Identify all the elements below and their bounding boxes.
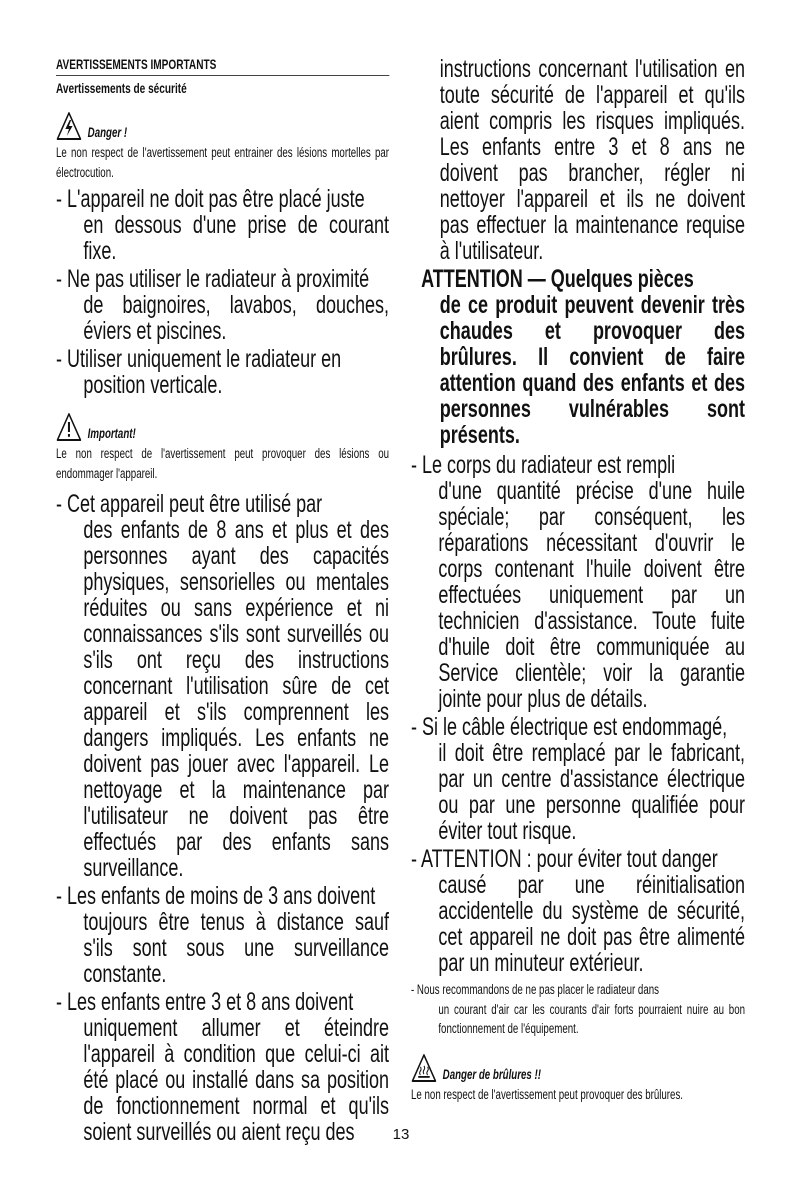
list-item: - Ne pas utiliser le radiateur à proximité de baignoires, lavabos, douches, éviers et piscines. [56,265,390,345]
danger-list [56,186,389,398]
list-item: - L'appareil ne doit pas être placé juste en dessous d'une prise de courant fixe. [56,185,390,265]
list-item: - Le corps du radiateur est rempli d'une quantité précise d'une huile spéciale; par conséquent, les réparations nécessitant d'ouvrir le corps contenant l'huile doivent être effectuées uniquement par un technicien d'assistance. Toute fuite d'huile doit être communiquée au Service clientèle; voir la garantie jointe pour plus de détails. [411,451,746,713]
attention-text: de ce produit peuvent devenir très chaudes et provoquer des brûlures. Il convient de faire attention quand des enfants et des personnes vulnérables sont présents. [439,291,746,449]
danger-text: Le non respect de l'avertissement peut entrainer des lésions mortelles par électrocution. [56,145,390,180]
danger-label: Danger ! [87,125,128,140]
list-item: - Si le câble électrique est endommagé, il doit être remplacé par le fabricant, par un centre d'assistance électrique ou par une personne qualifiée pour éviter tout risque. [411,713,746,845]
page-number: 13 [392,1126,410,1143]
left-column [56,56,389,1145]
airflow-note: - Nous recommandons de ne pas placer le radiateur dans un courant d'air car les courants d'air forts pourraient nuire au bon fonctionnement de l'équipement. [411,982,746,1036]
electric-shock-warning-icon [56,111,82,141]
right-list [411,452,745,976]
important-list [56,491,389,1145]
attention-block [411,266,745,448]
important-heading [56,412,389,442]
list-item: - ATTENTION : pour éviter tout danger causé par une réinitialisation accidentelle du système de sécurité, cet appareil ne doit pas être alimenté par un minuteur extérieur. [411,845,746,977]
list-item: - Cet appareil peut être utilisé par des enfants de 8 ans et plus et des personnes ayant des capacités physiques, sensorielles ou mentales réduites ou sans expérience et ni connaissances s'ils sont surveillés ou s'ils ont reçu des instructions concernant l'utilisation sûre de cet appareil et s'ils comprennent les dangers impliqués. Les enfants ne doivent pas jouer avec l'appareil. Le nettoyage et la maintenance par l'utilisateur ne doivent pas être effectués par des enfants sans surveillance. [56,490,390,882]
important-label: Important! [87,426,136,441]
attention-heading: ATTENTION — Quelques pièces [421,265,694,293]
burn-text: Le non respect de l'avertissement peut provoquer des brûlures. [411,1086,684,1102]
list-item: - Les enfants de moins de 3 ans doivent toujours être tenus à distance sauf s'ils sont sous une surveillance constante. [56,882,390,988]
section-title: AVERTISSEMENTS IMPORTANTS [56,56,389,76]
section-subtitle: Avertissements de sécurité [56,80,187,96]
important-text: Le non respect de l'avertissement peut provoquer des lésions ou endommager l'appareil. [56,446,390,481]
list-item: - Utiliser uniquement le radiateur en position verticale. [56,345,342,399]
burn-label: Danger de brûlures !! [442,1066,541,1082]
list-item: - Les enfants entre 3 et 8 ans doivent uniquement allumer et éteindre l'appareil à condition que celui-ci ait été placé ou installé dans sa position de fonctionnement normal et qu'ils soient surveillés ou aient reçu des [56,988,390,1146]
burn-heading [411,1053,745,1083]
right-column [411,56,745,1104]
continued-text: instructions concernant l'utilisation en toute sécurité de l'appareil et qu'ils aient compris les risques impliqués. Les enfants entre 3 et 8 ans ne doivent pas brancher, régler ni nettoyer l'appareil et ils ne doivent pas effectuer la maintenance requise à l'utilisateur. [439,55,746,265]
exclamation-warning-icon [56,412,82,442]
hot-surface-warning-icon [411,1053,437,1083]
danger-heading [56,111,389,141]
